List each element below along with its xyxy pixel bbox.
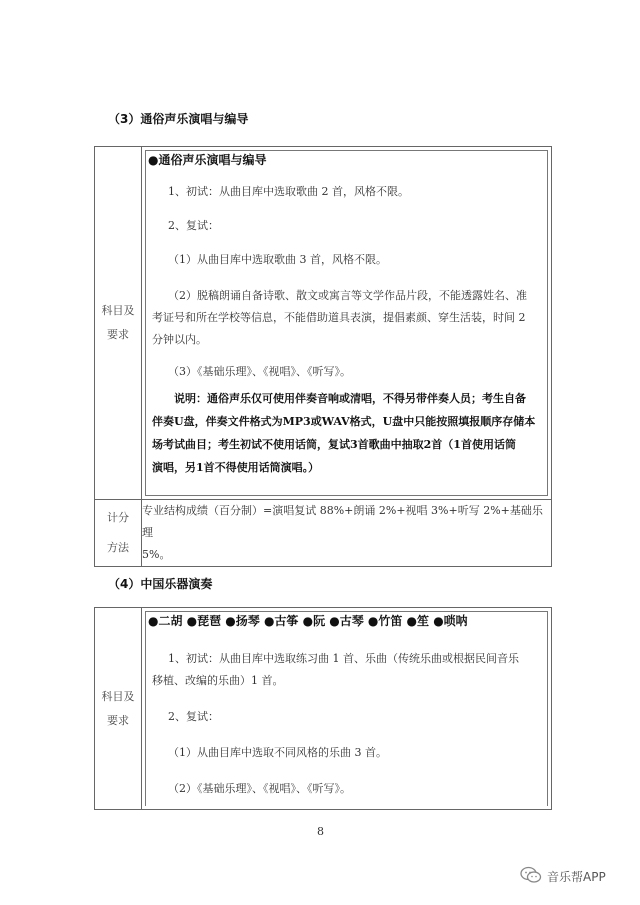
page-number: 8 bbox=[317, 825, 324, 838]
watermark bbox=[520, 866, 606, 887]
note-line: 说明：通俗声乐仅可使用伴奏音响或清唱，不得另带伴奏人员；考生自备 bbox=[174, 392, 526, 405]
note-line: 场考试曲目；考生初试不使用话筒，复试3首歌曲中抽取2首（1首使用话筒 bbox=[152, 438, 516, 451]
label-line: 要求 bbox=[107, 328, 129, 341]
label-line: 要求 bbox=[107, 713, 129, 727]
second-round-item-1: （1）从曲目库中选取不同风格的乐曲 3 首。 bbox=[168, 746, 387, 759]
requirements-label bbox=[95, 608, 142, 810]
section-3-table bbox=[94, 146, 552, 567]
item-2-line: （2）脱稿朗诵自备诗歌、散文或寓言等文学作品片段，不能透露姓名、准 bbox=[168, 289, 527, 302]
scoring-method bbox=[142, 500, 552, 567]
second-round-item-2 bbox=[152, 285, 543, 351]
wechat-icon bbox=[520, 866, 542, 887]
section-3-title: （3）通俗声乐演唱与编导 bbox=[108, 112, 249, 126]
first-round-line: 移植、改编的乐曲）1 首。 bbox=[152, 674, 284, 687]
requirements-content bbox=[142, 608, 552, 810]
instrument-list: ●二胡 ●琵琶 ●扬琴 ●古筝 ●阮 ●古琴 ●竹笛 ●笙 ●唢呐 bbox=[148, 614, 468, 628]
requirements-content bbox=[142, 147, 552, 500]
label-line: 科目及 bbox=[101, 689, 135, 703]
scoring-label bbox=[95, 500, 142, 567]
watermark-label: 音乐帮APP bbox=[547, 870, 606, 884]
second-round: 2、复试： bbox=[168, 219, 219, 232]
label-line: 方法 bbox=[107, 541, 129, 554]
second-round-item-2: （2）《基础乐理》、《视唱》、《听写》。 bbox=[168, 782, 351, 795]
section-4-table bbox=[94, 607, 552, 810]
first-round-line: 1、初试：从曲目库中选取练习曲 1 首、乐曲（传统乐曲或根据民间音乐 bbox=[168, 652, 519, 665]
label-line: 计分 bbox=[107, 511, 129, 524]
first-round bbox=[152, 648, 543, 692]
note-line: 演唱，另1首不得使用话筒演唱。） bbox=[152, 461, 320, 474]
subject-heading: ●通俗声乐演唱与编导 bbox=[148, 153, 267, 167]
item-2-line: 考证号和所在学校等信息，不能借助道具表演，提倡素颜、穿生活装，时间 2 bbox=[152, 311, 526, 324]
note-block bbox=[152, 387, 543, 479]
item-2-line: 分钟以内。 bbox=[152, 333, 207, 346]
score-line: 5%。 bbox=[142, 548, 171, 561]
second-round-item-1: （1）从曲目库中选取歌曲 3 首，风格不限。 bbox=[168, 253, 387, 266]
first-round: 1、初试：从曲目库中选取歌曲 2 首，风格不限。 bbox=[168, 185, 409, 198]
label-line: 科目及 bbox=[101, 304, 135, 317]
score-line: 专业结构成绩（百分制）=演唱复试 88%+朗诵 2%+视唱 3%+听写 2%+基础乐理 bbox=[142, 504, 543, 539]
second-round: 2、复试： bbox=[168, 710, 219, 723]
section-4-title: （4）中国乐器演奏 bbox=[108, 577, 213, 591]
second-round-item-3: （3）《基础乐理》、《视唱》、《听写》。 bbox=[168, 365, 351, 378]
note-line: 伴奏U盘，伴奏文件格式为MP3或WAV格式，U盘中只能按照填报顺序存储本 bbox=[152, 415, 536, 428]
requirements-label bbox=[95, 147, 142, 500]
